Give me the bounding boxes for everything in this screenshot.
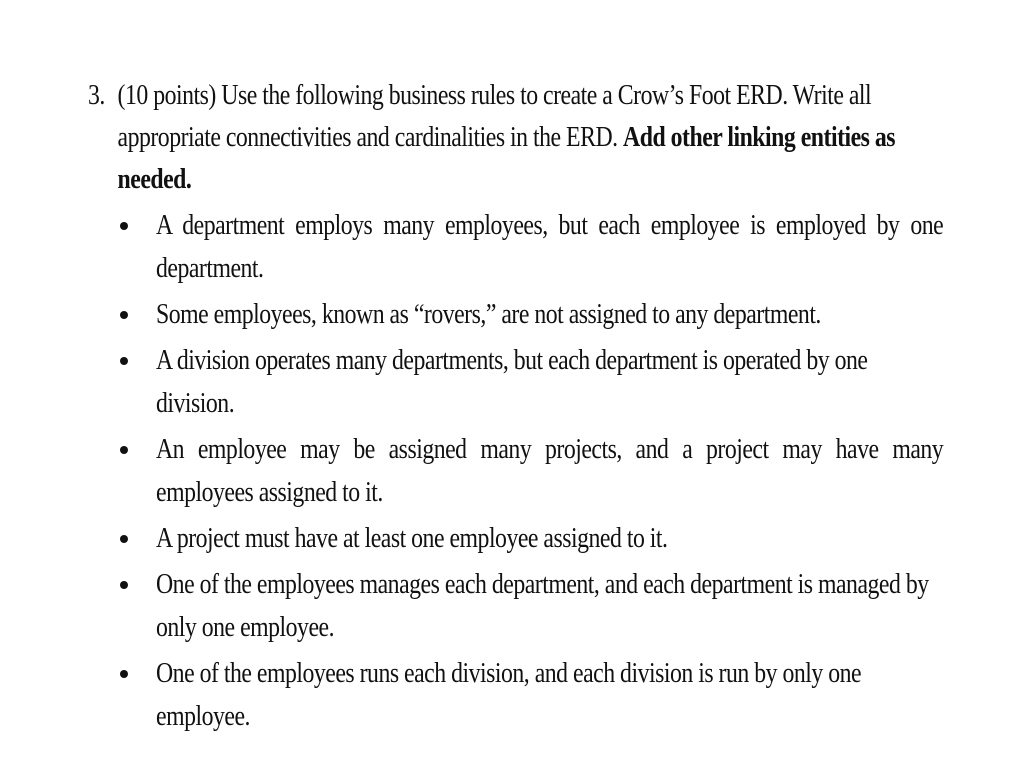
rule-text: An employee may be assigned many projects, and a project may have many employees assigned to it. (156, 433, 944, 508)
rule-text: A division operates many departments, but each department is operated by one division. (156, 344, 868, 419)
bullet-icon (120, 581, 128, 589)
list-item (88, 517, 938, 560)
question-header (88, 74, 938, 200)
list-item (88, 563, 938, 649)
bullet-icon (120, 222, 128, 230)
question-bold-note: Add other linking entities as needed. (117, 121, 896, 195)
rule-text: Some employees, known as “rovers,” are not assigned to any department. (156, 298, 821, 330)
bullet-icon (120, 446, 128, 454)
bullet-icon (120, 311, 128, 319)
rule-text: A department employs many employees, but each employee is employed by one department. (156, 209, 944, 284)
question-block (88, 74, 944, 741)
business-rules-list (88, 204, 944, 738)
bullet-icon (120, 357, 128, 365)
list-item (88, 428, 944, 514)
list-item (88, 204, 944, 290)
question-intro: (10 points) Use the following business rules to create a Crow’s Foot ERD. Write all appropriate connectivities and cardinalities in the ERD. (117, 79, 872, 153)
question-number: 3. (88, 79, 105, 111)
list-item (88, 339, 938, 425)
list-item (88, 652, 938, 738)
rule-text: One of the employees manages each department, and each department is managed by only one employee. (156, 568, 929, 643)
list-item (88, 293, 938, 336)
bullet-icon (120, 535, 128, 543)
bullet-icon (120, 670, 128, 678)
rule-text: One of the employees runs each division, and each division is run by only one employee. (156, 657, 862, 732)
rule-text: A project must have at least one employee assigned to it. (156, 522, 668, 554)
